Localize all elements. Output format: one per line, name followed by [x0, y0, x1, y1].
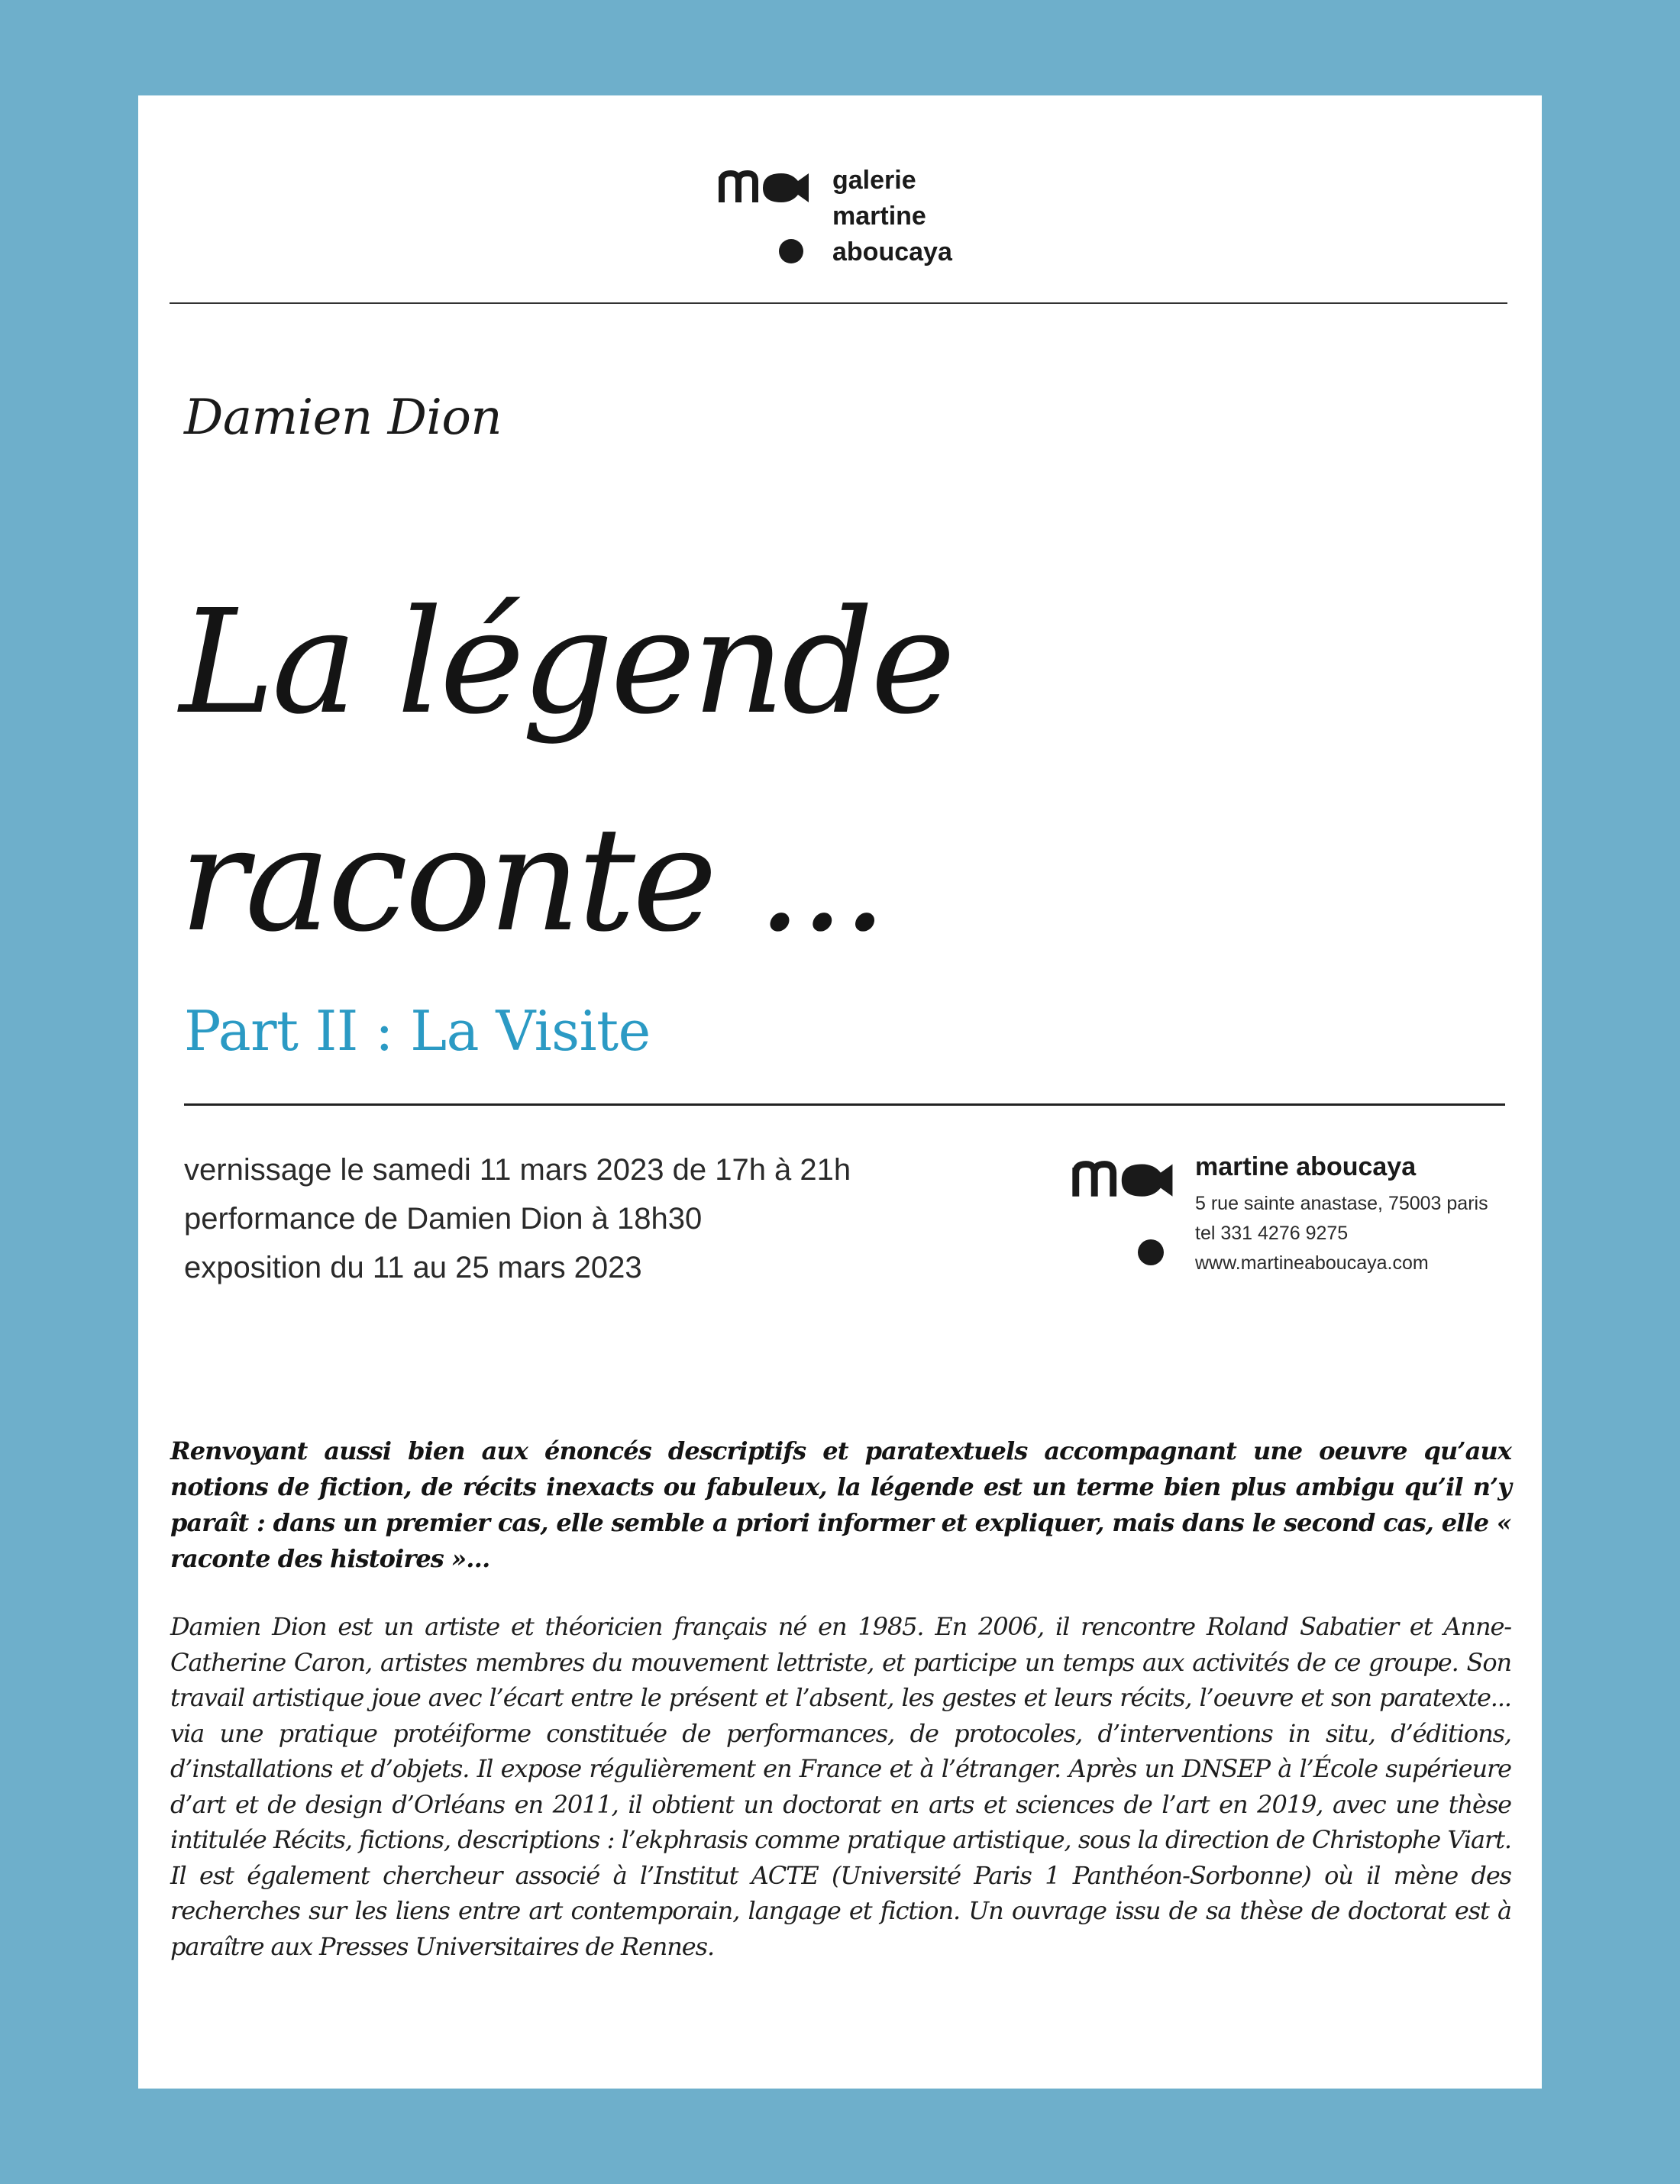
contact-phone: tel 331 4276 9275	[1195, 1223, 1349, 1244]
contact-block	[1071, 1149, 1530, 1279]
contact-info	[1195, 1189, 1488, 1278]
bio-paragraph: Damien Dion est un artiste et théoricien français né en 1985. En 2006, il rencontre Roland Sabatier et Anne-Catherine Caron, artistes membres du mouvement lettriste, et participe un temps aux activités de ce groupe. Son travail artistique joue avec l’écart entre le présent et l’absent, les gestes et leurs récits, l’oeuvre et son paratexte... via une pratique protéiforme constituée de performances, de protocoles, d’interventions in situ, d’éditions, d’installations et d’objets. Il expose régulièrement en France et à l’étranger. Après un DNSEP à l’École supérieure d’art et de design d’Orléans en 2011, il obtient un doctorat en arts et sciences de l’art en 2019, avec une thèse intitulée Récits, fictions, descriptions : l’ekphrasis comme pratique artistique, sous la direction de Christophe Viart. Il est également chercheur associé à l’Institut ACTE (Université Paris 1 Panthéon-Sorbonne) où il mène des recherches sur les liens entre art contemporain, langage et fiction. Un ouvrage issu de sa thèse de doctorat est à paraître aux Presses Universitaires de Rennes.	[170, 1612, 1511, 1961]
performance-line: performance de Damien Dion à 18h30	[184, 1202, 703, 1236]
gallery-name	[832, 163, 952, 270]
title-divider	[184, 1103, 1505, 1106]
artist-name: Damien Dion	[184, 389, 502, 446]
gallery-logo	[719, 163, 1024, 277]
contact-address: 5 rue sainte anastase, 75003 paris	[1195, 1193, 1488, 1214]
gallery-name-line-1: galerie	[832, 166, 916, 195]
intro-paragraph: Renvoyant aussi bien aux énoncés descriptifs et paratextuels accompagnant une oeuvre qu’aux notions de fiction, de récits inexacts ou fabuleux, la légende est un terme bien plus ambigu qu’il n’y paraît : dans un premier cas, elle semble a priori informer et expliquer, mais dans le second cas, elle « raconte des histoires »…	[170, 1436, 1511, 1573]
opening-line: vernissage le samedi 11 mars 2023 de 17h à 21h	[184, 1153, 851, 1187]
exhibition-dates-line: exposition du 11 au 25 mars 2023	[184, 1251, 642, 1284]
document-page	[138, 95, 1542, 2089]
contact-name: martine aboucaya	[1195, 1152, 1417, 1181]
title-line-2: raconte ...	[179, 796, 885, 964]
header-divider	[170, 302, 1507, 304]
ma-logo-mark-icon	[1071, 1152, 1175, 1198]
ma-logo-mark-icon	[719, 163, 810, 204]
exhibition-subtitle: Part II : La Visite	[184, 999, 651, 1063]
contact-website: www.martineaboucaya.com	[1195, 1252, 1429, 1274]
logo-dot	[779, 239, 803, 263]
event-details	[184, 1145, 851, 1292]
gallery-name-line-3: aboucaya	[832, 237, 952, 267]
gallery-name-line-2: martine	[832, 202, 926, 231]
title-line-1: La légende	[179, 579, 953, 746]
contact-logo-dot	[1138, 1239, 1164, 1265]
